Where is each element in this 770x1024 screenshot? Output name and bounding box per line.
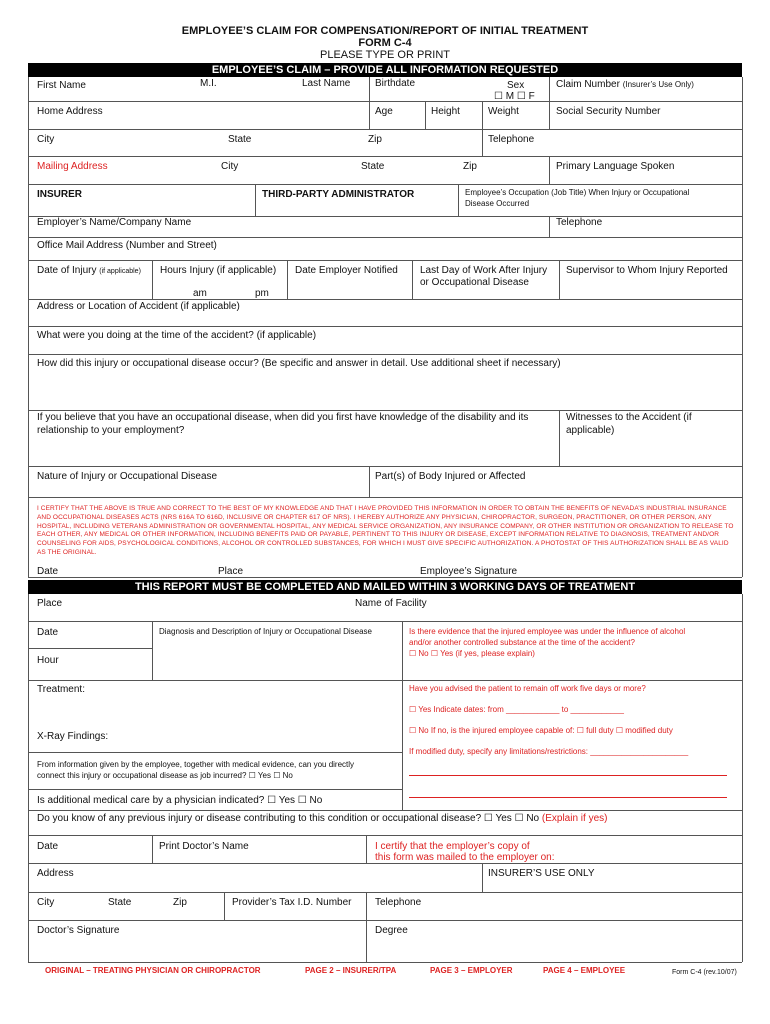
explain-label: (Explain if yes) xyxy=(541,813,608,824)
doctor-state-label: State xyxy=(108,897,132,908)
occ-disease-label-2: relationship to your employment? xyxy=(37,425,185,436)
date-of-injury-note: (if applicable) xyxy=(99,268,141,275)
mailing-city-label: City xyxy=(221,161,239,172)
yes-dates-option[interactable]: ☐ Yes Indicate dates: from ____________ to ____________ xyxy=(409,705,624,714)
last-day-label-2: or Occupational Disease xyxy=(420,277,529,288)
hours-injury-label: Hours Injury (if applicable) xyxy=(160,265,277,276)
claim-number-label: Claim Number (Insurer’s Use Only) xyxy=(556,79,694,90)
supervisor-label: Supervisor to Whom Injury Reported xyxy=(566,265,728,276)
occupation-label-1: Employee’s Occupation (Job Title) When Injury or Occupational xyxy=(465,188,690,197)
sex-label: Sex xyxy=(507,80,525,91)
signature-date-label: Date xyxy=(37,566,59,577)
doctor-address-label: Address xyxy=(37,868,74,879)
footer-page4: PAGE 4 – EMPLOYEE xyxy=(543,966,626,975)
body-parts-label: Part(s) of Body Injured or Affected xyxy=(375,471,526,482)
primary-language-label: Primary Language Spoken xyxy=(556,161,675,172)
insurer-label: INSURER xyxy=(37,189,83,200)
treatment-label: Treatment: xyxy=(37,684,85,695)
claim-section-bar: EMPLOYEE’S CLAIM – PROVIDE ALL INFORMATION REQUESTED xyxy=(28,63,742,77)
xray-label: X-Ray Findings: xyxy=(37,731,109,742)
print-doctor-label: Print Doctor’s Name xyxy=(159,841,249,852)
influence-label-2: and/or another controlled substance at the time of the accident? xyxy=(409,638,635,647)
sex-checkboxes[interactable]: ☐ M ☐ F xyxy=(494,91,535,102)
employer-telephone-label: Telephone xyxy=(556,217,603,228)
doctor-telephone-label: Telephone xyxy=(375,897,422,908)
advised-label: Have you advised the patient to remain off work five days or more? xyxy=(409,684,646,693)
footer-page3: PAGE 3 – EMPLOYER xyxy=(430,966,513,975)
am-label: am xyxy=(193,288,207,299)
doctor-signature-label: Doctor’s Signature xyxy=(37,925,120,936)
city-label: City xyxy=(37,134,55,145)
nature-label: Nature of Injury or Occupational Disease xyxy=(37,471,218,482)
hour-label: Hour xyxy=(37,655,59,666)
date-of-injury-label: Date of Injury (if applicable) xyxy=(37,265,141,276)
connect-label-2[interactable]: connect this injury or occupational disease as job incurred? ☐ Yes ☐ No xyxy=(37,771,293,780)
previous-injury-label: Do you know of any previous injury or disease contributing to this condition or occupational disease? ☐ Yes ☐ No (Explain if yes) xyxy=(37,813,608,824)
insurer-use-label: INSURER’S USE ONLY xyxy=(488,868,595,879)
pm-label: pm xyxy=(255,288,269,299)
footer-original: ORIGINAL – TREATING PHYSICIAN OR CHIROPRACTOR xyxy=(45,966,261,975)
diagnosis-label: Diagnosis and Description of Injury or Occupational Disease xyxy=(159,627,372,636)
zip-label: Zip xyxy=(368,134,382,145)
weight-label: Weight xyxy=(488,106,519,117)
form-instruction: PLEASE TYPE OR PRINT xyxy=(319,49,450,61)
signature-place-label: Place xyxy=(218,566,244,577)
height-label: Height xyxy=(431,106,460,117)
form-number: FORM C-4 xyxy=(358,37,412,49)
last-name-label: Last Name xyxy=(302,78,351,89)
birthdate-label: Birthdate xyxy=(375,78,416,89)
additional-care-label[interactable]: Is additional medical care by a physician indicated? ☐ Yes ☐ No xyxy=(37,795,323,806)
degree-label: Degree xyxy=(375,925,408,936)
doctor-date-label: Date xyxy=(37,841,59,852)
claim-number-note: (Insurer’s Use Only) xyxy=(622,80,694,89)
report-place-label: Place xyxy=(37,598,63,609)
certify-mailed-label-1: I certify that the employer’s copy of xyxy=(375,841,530,852)
connect-label-1: From information given by the employee, together with medical evidence, can you directly xyxy=(37,760,355,769)
home-address-label: Home Address xyxy=(37,106,103,117)
influence-label-1: Is there evidence that the injured employee was under the influence of alcohol xyxy=(409,627,686,636)
occupation-label-2: Disease Occurred xyxy=(465,199,530,208)
footer-revision: Form C-4 (rev.10/07) xyxy=(672,969,737,976)
occ-disease-label-1: If you believe that you have an occupational disease, when did you first have knowledge of the disability and its xyxy=(37,412,529,423)
how-label: How did this injury or occupational disease occur? (Be specific and answer in detail. Use additional sheet if necessary) xyxy=(37,358,561,369)
state-label: State xyxy=(228,134,252,145)
office-address-label: Office Mail Address (Number and Street) xyxy=(37,240,217,251)
tpa-label: THIRD-PARTY ADMINISTRATOR xyxy=(262,189,415,200)
report-section-bar: THIS REPORT MUST BE COMPLETED AND MAILED WITHIN 3 WORKING DAYS OF TREATMENT xyxy=(28,580,742,594)
no-capable-option[interactable]: ☐ No If no, is the injured employee capable of: ☐ full duty ☐ modified duty xyxy=(409,726,673,735)
doctor-zip-label: Zip xyxy=(173,897,187,908)
employer-name-label: Employer’s Name/Company Name xyxy=(37,217,192,228)
modified-duty-label: If modified duty, specify any limitations/restrictions: ______________________ xyxy=(409,747,689,756)
influence-checkboxes[interactable]: ☐ No ☐ Yes (if yes, please explain) xyxy=(409,649,535,658)
doing-label: What were you doing at the time of the accident? (if applicable) xyxy=(37,330,317,341)
date-notified-label: Date Employer Notified xyxy=(295,265,398,276)
employee-signature-label: Employee’s Signature xyxy=(420,566,518,577)
report-date-label: Date xyxy=(37,627,59,638)
certification-text: I CERTIFY THAT THE ABOVE IS TRUE AND CORRECT TO THE BEST OF MY KNOWLEDGE AND THAT I HAVE PROVIDED THIS INFORMATION IN ORDER TO OBTAIN THE BENEFITS OF NEVADA’S INDUSTRIAL INSURANCE AND OCCUPATIONAL DISEASES ACTS (NRS 616A TO 616D, INCLUSIVE OR CHAPTER 617 OF NRS). I HEREBY AUTHORIZE ANY PHYSICIAN, CHIROPRACTOR, SURGEON, PRACTITIONER, OR OTHER PERSON, ANY HOSPITAL, INCLUDING VETERANS ADMINISTRATION OR GOVERNMENTAL HOSPITAL, ANY MEDICAL SERVICE ORGANIZATION, ANY INSURANCE COMPANY, OR OTHER INSTITUTION OR ORGANIZATION TO RELEASE TO EACH OTHER, ANY MEDICAL OR OTHER INFORMATION, INCLUDING BENEFITS PAID OR PAYABLE, PERTINENT TO THIS INJURY OR DISEASE, EXCEPT INFORMATION RELATIVE TO DIAGNOSIS, TREATMENT AND/OR COUNSELING FOR AIDS, PSYCHOLOGICAL CONDITIONS, ALCOHOL OR CONTROLLED SUBSTANCES, FOR WHICH I MUST GIVE SPECIFIC AUTHORIZATION. A PHOTOSTAT OF THIS AUTHORIZATION SHALL BE AS VALID AS THE ORIGINAL. xyxy=(37,505,734,556)
first-name-label: First Name xyxy=(37,80,86,91)
witnesses-label-2: applicable) xyxy=(566,425,615,436)
doctor-city-label: City xyxy=(37,897,55,908)
mi-label: M.I. xyxy=(200,78,217,89)
tax-id-label: Provider’s Tax I.D. Number xyxy=(232,897,352,908)
form-title: EMPLOYEE’S CLAIM FOR COMPENSATION/REPORT OF INITIAL TREATMENT xyxy=(181,25,589,37)
mailing-address-label: Mailing Address xyxy=(37,161,108,172)
footer-page2: PAGE 2 – INSURER/TPA xyxy=(305,966,397,975)
telephone-label: Telephone xyxy=(488,134,535,145)
mailing-state-label: State xyxy=(361,161,385,172)
accident-address-label: Address or Location of Accident (if applicable) xyxy=(37,301,240,312)
certify-mailed-label-2: this form was mailed to the employer on: xyxy=(375,852,555,863)
witnesses-label-1: Witnesses to the Accident (if xyxy=(566,412,692,423)
mailing-zip-label: Zip xyxy=(463,161,477,172)
facility-label: Name of Facility xyxy=(355,598,427,609)
ssn-label: Social Security Number xyxy=(556,106,661,117)
last-day-label-1: Last Day of Work After Injury xyxy=(420,265,548,276)
age-label: Age xyxy=(375,106,393,117)
